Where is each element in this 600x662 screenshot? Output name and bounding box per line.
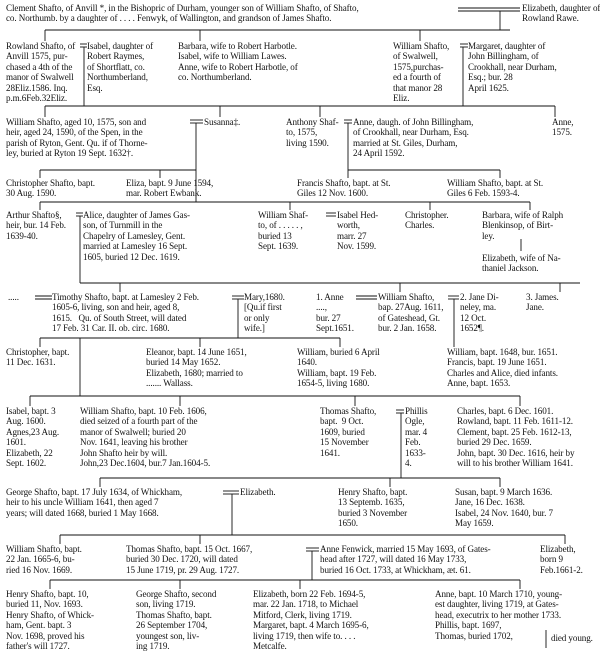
entry-line: Mitford, Clerk, living 1719. <box>253 609 352 620</box>
entry-line: William Shaf- <box>258 210 309 220</box>
entry-line: Barbara, wife to Robert Harbotle. <box>178 41 297 51</box>
entry-line: ....... Wallass. <box>146 378 193 389</box>
entry-line: Clement, bapt. 25 Feb. 1612-13, <box>457 426 572 437</box>
entry-line: buried 30 Dec. 1720, will dated <box>126 554 238 565</box>
entry-line: 26 September 1704, <box>136 620 208 631</box>
entry-line: Sept. 1602. <box>6 458 47 469</box>
entry-line: heir to his uncle William 1641, then aged 7 <box>6 497 159 508</box>
entry-arthur <box>6 210 66 241</box>
entry-line: Anne, wife to Robert Harbotle, of <box>178 61 298 72</box>
entry-line: Anne, <box>552 117 574 127</box>
entry-line: 3. James. <box>526 292 559 302</box>
entry-line: Anne, bapt. 1653. <box>447 378 511 389</box>
entry-francis-1600 <box>297 178 390 199</box>
entry-line: 1615. Qu. of South Street, will dated <box>52 312 187 323</box>
entry-line: ..... <box>8 292 19 302</box>
entry-line: Henry Shafto, bapt. 10, <box>6 589 89 599</box>
entry-william-1639 <box>258 210 308 252</box>
entry-line: ...., <box>316 302 327 313</box>
entry-line: 30 Aug. 1590. <box>6 188 57 199</box>
entry-line: 1575. <box>552 127 572 138</box>
entry-line: Crookhall, near Durham, <box>468 61 557 72</box>
entry-line: Ogle, <box>405 416 425 427</box>
entry-line: married at St. Giles, Durham, <box>353 137 458 148</box>
entry-line: Thomas Shafto, bapt. 15 Oct. 1667, <box>126 544 253 554</box>
entry-barbara-anne <box>178 41 298 83</box>
entry-line: Henry Shafto, of Whick- <box>6 609 94 620</box>
entry-line: Aug. 1600. <box>6 416 46 427</box>
entry-eleanor <box>146 347 247 389</box>
entry-william-gateshead <box>378 292 443 334</box>
entry-line: manor of Swalwell <box>6 72 74 83</box>
entry-line: Anne, daugh. of John Billingham, <box>353 117 474 127</box>
entry-line: 13 Septemb. 1635, <box>338 497 405 508</box>
entry-line: buried 14 May 1652. <box>146 357 221 368</box>
entry-jane-dixeley <box>460 292 499 334</box>
entry-line: co. Northumb. by a daughter of . . . . Fenwyk, of Wallington, and grandson of James Shafto. <box>6 13 332 24</box>
entry-line: William Shafto, <box>378 292 435 302</box>
entry-line: Charles. <box>405 220 435 231</box>
entry-line: Isabel Hed- <box>337 210 379 220</box>
entry-line: Arthur Shafto§, <box>6 210 62 220</box>
entry-william-swalwell <box>393 41 449 103</box>
entry-line: of Gateshead, Gt. <box>378 312 440 323</box>
entry-line: Jane, 16 Dec. 1638. <box>455 497 525 508</box>
entry-line: to, 1575, <box>286 127 318 138</box>
entry-line: bur. 27 <box>316 312 341 323</box>
entry-line: Rowland Rawe. <box>522 13 579 24</box>
entry-line: Feb.1661-2. <box>540 564 583 575</box>
entry-henry-1693 <box>6 589 94 651</box>
entry-line: ham, Gent. bapt. 3 <box>6 620 72 631</box>
entry-william-1593 <box>447 178 543 199</box>
entry-line: or only <box>244 312 270 323</box>
entry-line: years; will dated 1668, buried 1 May 1668. <box>6 507 159 518</box>
entry-line: William, bapt. 19 Feb. <box>297 367 377 378</box>
entry-line: John, bapt. 30 Dec. 1616, heir by <box>457 447 575 458</box>
entry-line: mar. 22 Jan. 1718, to Michael <box>253 599 359 610</box>
entry-line: Margaret, bapt. 4 March 1695-6, <box>253 620 369 631</box>
entry-line: buried 11, Nov. 1693. <box>6 599 83 610</box>
entry-line: Northumberland, <box>87 72 148 83</box>
entry-isabel-1600 <box>6 406 59 468</box>
entry-line: Elizabeth, wife of Na- <box>482 253 561 263</box>
entry-line: William, buried 6 April <box>297 347 380 357</box>
entry-line: Elizabeth, daughter of <box>522 3 600 13</box>
entry-line: 1601. <box>6 437 26 448</box>
entry-line: died young. <box>551 633 593 643</box>
entry-line: Francis, bapt. 19 June 1651. <box>447 357 547 368</box>
entry-line: 24 April 1592. <box>353 148 405 159</box>
entry-line: Esq.; bur. 28 <box>468 72 513 83</box>
entry-line: heir, bur. 14 Feb. <box>6 220 66 231</box>
entry-line: Feb. <box>405 437 421 448</box>
entry-line: marr. 27 <box>337 230 367 241</box>
entry-line: Thomas Shafto, <box>320 406 377 416</box>
entry-line: Susan, bapt. 9 March 1636. <box>455 487 553 497</box>
entry-line: Metcalfe. <box>253 641 287 652</box>
entry-william-1640 <box>297 347 380 389</box>
entry-line: John,23 Dec.1604, bur.7 Jan.1604-5. <box>80 458 211 469</box>
entry-line: co. Northumberland. <box>178 72 252 83</box>
entry-line: Jane. <box>526 302 544 313</box>
entry-line: of Swalwell, <box>393 51 438 62</box>
entry-line: mar. Robert Ewbank. <box>126 188 202 199</box>
entry-william-1575 <box>6 117 147 159</box>
entry-line: John Billingham, of <box>468 51 539 62</box>
entry-line: Blenkinsop, of Birt- <box>482 220 553 231</box>
entry-line: Susanna‡. <box>204 117 241 127</box>
entry-christopher-charles <box>405 210 449 231</box>
entry-line: Eleanor, bapt. 14 June 1651, <box>146 347 247 357</box>
entry-line: born 9 <box>540 554 563 565</box>
entry-rowland <box>6 41 75 103</box>
entry-line: 15 November <box>320 437 369 448</box>
entry-line: 15 June 1719, pr. 29 Aug. 1727. <box>126 564 240 575</box>
entry-line: William, bapt. 1648, bur. 1651. <box>447 347 558 357</box>
entry-died-young <box>551 633 593 643</box>
entry-line: parish of Ryton, Gent. Qu. if of Thorne- <box>6 137 148 148</box>
entry-line: mar. 4 <box>405 426 428 437</box>
entry-line: 1652¶. <box>460 323 484 334</box>
entry-line: [Qu.if first <box>244 302 282 313</box>
entry-line: wife.] <box>244 323 265 334</box>
entry-line: 1639-40. <box>6 230 38 241</box>
entry-clement <box>6 3 359 24</box>
entry-line: chased a 4th of the <box>6 61 73 72</box>
entry-line: 12 Oct. <box>460 312 487 323</box>
entry-line: 1605, buried 12 Dec. 1619. <box>83 251 180 262</box>
entry-line: 1605-6, living, son and heir, aged 8, <box>52 302 180 313</box>
entry-anthony <box>286 117 339 148</box>
entry-margaret-billingham <box>468 41 557 93</box>
entry-line: 17 Feb. 31 Car. II. ob. circ. 1680. <box>52 323 170 334</box>
entry-isabel-raymes <box>87 41 153 93</box>
entry-line: of Shortflatt, co. <box>87 61 145 72</box>
entry-thomas-1609 <box>320 406 376 458</box>
entry-line: Nov. 1698, proved his <box>6 630 85 641</box>
entry-line: Henry Shafto, bapt. <box>338 487 408 497</box>
entry-line: Isabel, wife to William Lawes. <box>178 51 287 62</box>
entry-line: 1633- <box>405 447 426 458</box>
entry-thomas-1660 <box>126 544 252 575</box>
entry-line: Rowland, bapt. 11 Feb. 1611-12. <box>457 416 573 427</box>
entry-line: thaniel Jackson. <box>482 263 539 274</box>
entry-line: Clement Shafto, of Anvill *, in the Bishopric of Durham, younger son of William Shafto, of Shafto, <box>6 3 359 13</box>
entry-line: William Shafto, bapt. 10 Feb. 1606, <box>80 406 207 416</box>
entry-line: April 1625. <box>468 82 509 93</box>
entry-line: manor of Swalwell; buried 20 <box>80 426 186 437</box>
entry-line: Francis Shafto, bapt. at St. <box>297 178 391 188</box>
entry-line: Elizabeth, <box>540 544 576 554</box>
entry-anne-1710 <box>435 589 562 641</box>
entry-line: Charles, bapt. 6 Dec. 1601. <box>457 406 554 416</box>
entry-line: Elizabeth, 22 <box>6 447 53 458</box>
entry-line: Christopher Shafto, bapt. <box>6 178 95 188</box>
entry-line: Elizabeth, 1680; married to <box>146 367 243 378</box>
entry-line: ed a fourth of <box>393 72 441 83</box>
entry-line: 1575,purchas- <box>393 61 444 72</box>
entry-dots-left <box>8 292 19 302</box>
entry-line: May 1659. <box>455 518 494 529</box>
entry-james-jane <box>526 292 559 313</box>
entry-line: ley. <box>482 230 495 241</box>
entry-line: son, of Turnmill in the <box>83 220 163 231</box>
entry-line: head, executrix to her mother 1733. <box>435 609 562 620</box>
entry-line: bap. 27Aug. 1611, <box>378 302 444 313</box>
entry-line: 28Eliz.1586. Inq. <box>6 82 68 93</box>
entry-line: neley, ma. <box>460 302 497 313</box>
entry-line: William Shafto, <box>393 41 450 51</box>
entry-charles-1601 <box>457 406 574 468</box>
entry-line: Mary,1680. <box>244 292 285 302</box>
entry-line: Thomas, buried 1702, <box>435 630 513 641</box>
entry-line: youngest son, liv- <box>136 630 200 641</box>
entry-line: 1650. <box>338 518 358 529</box>
entry-line: ing 1719. <box>136 641 170 652</box>
entry-line: Chapelry of Lamesley, Gent. <box>83 230 186 241</box>
entry-line: Nov. 1641, leaving his brother <box>80 437 188 448</box>
entry-christopher-1590 <box>6 178 95 199</box>
entry-line: William Shafto, aged 10, 1575, son and <box>6 117 147 127</box>
entry-isabel-hedworth <box>337 210 378 252</box>
entry-line: Barbara, wife of Ralph <box>482 210 564 220</box>
entry-line: Nov. 1599. <box>337 241 377 252</box>
entry-anne-1651 <box>316 292 354 334</box>
entry-line: buried 13 <box>258 230 292 241</box>
entry-line: living 1590. <box>286 137 329 148</box>
entry-line: 1641. <box>320 447 340 458</box>
entry-eliza-1594 <box>126 178 213 199</box>
entry-line: married at Lamesley 16 Sept. <box>83 241 188 252</box>
entry-line: 4. <box>405 458 412 469</box>
entry-anne-1575 <box>552 117 573 138</box>
entry-line: Anvill 1575, pur- <box>6 51 68 62</box>
entry-line: 1609, buried <box>320 426 365 437</box>
entry-elizabeth-1661 <box>540 544 583 575</box>
entry-line: Sept. 1639. <box>258 241 299 252</box>
entry-line: p.m.6Feb.32Eliz. <box>6 93 68 104</box>
entry-line: 2. Jane Di- <box>460 292 499 302</box>
entry-eliz-rawe <box>522 3 600 24</box>
entry-line: 1654-5, living 1680. <box>297 378 370 389</box>
entry-line: Elizabeth, born 22 Feb. 1694-5, <box>253 589 366 599</box>
entry-line: worth, <box>337 220 360 231</box>
entry-line: Phillis <box>405 406 428 416</box>
entry-line: head after 1727, will dated 16 May 1733, <box>320 554 467 565</box>
entry-line: 22 Jan. 1665-6, bu- <box>6 554 75 565</box>
entry-line: Rowland Shafto, of <box>6 41 76 51</box>
entry-line: Margaret, daughter of <box>468 41 546 51</box>
entry-line: Anne, bapt. 10 March 1710, young- <box>435 589 563 599</box>
entry-line: Timothy Shafto, bapt. at Lamesley 2 Feb. <box>52 292 199 302</box>
entry-line: Isabel, daughter of <box>87 41 154 51</box>
entry-line: father's will 1727. <box>6 641 70 652</box>
entry-line: George Shafto, second <box>136 589 217 599</box>
entry-line: Isabel, 24 Nov. 1640, bur. 7 <box>455 507 553 518</box>
entry-line: est daughter, living 1719, at Gates- <box>435 599 559 610</box>
entry-william-1606 <box>80 406 210 468</box>
entry-line: Giles 12 Nov. 1600. <box>297 188 369 199</box>
entry-line: William Shafto, bapt. <box>6 544 82 554</box>
entry-susanna <box>204 117 240 127</box>
entry-line: William Shafto, bapt. at St. <box>447 178 544 188</box>
entry-line: George Shafto, bapt. 17 July 1634, of Whickham, <box>6 487 183 497</box>
entry-line: son, living 1719. <box>136 599 196 610</box>
entry-line: Charles and Alice, died infants. <box>447 367 558 378</box>
entry-line: living 1719, then wife to. . . . <box>253 630 356 641</box>
entry-line: Sept.1651. <box>316 323 354 334</box>
entry-line: Agnes,23 Aug. <box>6 426 60 437</box>
entry-line: bur. 2 Jan. 1658. <box>378 323 437 334</box>
entry-line: 1. Anne <box>316 292 344 302</box>
entry-barbara-blenkinsop <box>482 210 563 241</box>
entry-line: will to his brother William 1641. <box>457 458 573 469</box>
entry-line: Alice, daughter of James Gas- <box>83 210 190 220</box>
entry-george-1719 <box>136 589 216 651</box>
entry-christopher-1631 <box>6 347 69 368</box>
entry-henry-1635 <box>338 487 407 529</box>
entry-line: 11 Dec. 1631. <box>6 357 56 368</box>
entry-line: Robert Raymes, <box>87 51 145 62</box>
entry-line: Phillis, bapt. 1697, <box>435 620 502 631</box>
entry-line: Eliz. <box>393 93 410 104</box>
entry-line: Isabel, bapt. 3 <box>6 406 56 416</box>
entry-george-1634 <box>6 487 182 518</box>
entry-line: of Crookhall, near Durham, Esq. <box>353 127 469 138</box>
entry-line: to, of . . . . . , <box>258 220 303 231</box>
entry-line: Elizabeth. <box>240 487 276 497</box>
entry-line: 1640. <box>297 357 317 368</box>
entry-phillis-ogle <box>405 406 428 468</box>
entry-line: buried 16 Oct. 1733, at Whickham, æt. 61. <box>320 564 471 575</box>
entry-line: that manor 28 <box>393 82 443 93</box>
entry-line: ley, buried at Ryton 19 Sept. 1632†. <box>6 148 134 159</box>
entry-susan-isabel <box>455 487 553 529</box>
entry-line: Thomas Shafto, bapt. <box>136 609 212 620</box>
entry-line: buried 29 Dec. 1659. <box>457 437 532 448</box>
entry-elizabeth-jackson <box>482 253 561 274</box>
entry-alice-gasson <box>83 210 190 262</box>
entry-line: Christopher, bapt. <box>6 347 70 357</box>
entry-anne-billingham <box>353 117 473 159</box>
entry-line: Anne Fenwick, married 15 May 1693, of Gates- <box>320 544 491 554</box>
entry-elizabeth-1694 <box>253 589 369 651</box>
entry-line: Esq. <box>87 82 103 93</box>
entry-line: Christopher. <box>405 210 449 220</box>
entry-line: John Shafto heir by will. <box>80 447 168 458</box>
entry-mary-1680 <box>244 292 285 334</box>
entry-line: ried 16 Nov. 1669. <box>6 564 73 575</box>
entry-line: Giles 6 Feb. 1593-4. <box>447 188 520 199</box>
entry-william-1665 <box>6 544 82 575</box>
entry-line: Anthony Shaf- <box>286 117 339 127</box>
entry-line: bapt. 9 Oct. <box>320 416 364 427</box>
entry-line: buried 3 November <box>338 507 408 518</box>
entry-william-1648 <box>447 347 558 389</box>
entry-anne-fenwick <box>320 544 491 575</box>
entry-elizabeth-george <box>240 487 276 497</box>
entry-line: heir, aged 24, 1590, of the Spen, in the <box>6 127 143 138</box>
entry-line: died seized of a fourth part of the <box>80 416 198 427</box>
entry-line: Eliza, bapt. 9 June 1594, <box>126 178 214 188</box>
entry-timothy <box>52 292 199 334</box>
